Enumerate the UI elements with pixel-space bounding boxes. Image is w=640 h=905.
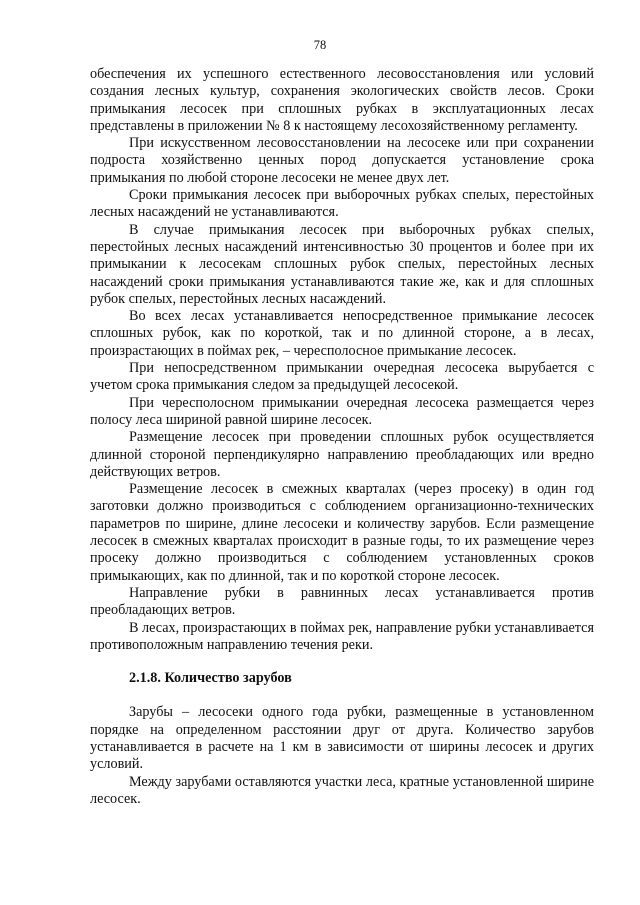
paragraph: Сроки примыкания лесосек при выборочных рубках спелых, перестойных лесных насаждений не устанавливаются.	[90, 187, 594, 221]
section-heading: 2.1.8. Количество зарубов	[129, 670, 292, 687]
paragraph: В случае примыкания лесосек при выборочных рубках спелых, перестойных лесных насаждений интенсивностью 30 процентов и более при их примыкании к лесосекам сплошных рубок спелых, перестойных лесных насаждений сроки примыкания устанавливаются такие же, как и для сплошных рубок спелых, перестойных лесных насаждений.	[90, 221, 594, 307]
paragraph: Размещение лесосек в смежных кварталах (через просеку) в один год заготовки должно производиться с соблюдением организационно-технических параметров по ширине, длине лесосеки и количеству зарубов. Если размещение лесосек в смежных кварталах происходит в разные годы, то их размещение через просеку должно производиться с соблюдением установленных сроков примыкающих, как по длинной, так и по короткой стороне лесосек.	[90, 481, 594, 584]
paragraph: обеспечения их успешного естественного лесовосстановления или условий создания лесных культур, сохранения экологических свойств лесов. Сроки примыкания лесосек при сплошных рубках в эксплуатационных лесах представлены в приложении № 8 к настоящему лесохозяйственному регламенту.	[90, 66, 594, 134]
paragraph: Направление рубки в равнинных лесах устанавливается против преобладающих ветров.	[90, 584, 594, 619]
page-number: 78	[313, 38, 327, 52]
paragraph: В лесах, произрастающих в поймах рек, направление рубки устанавливается противоположным направлению течения реки.	[90, 619, 594, 653]
paragraph: При искусственном лесовосстановлении на лесосеке или при сохранении подроста хозяйственно ценных пород допускается установление срока примыкания по любой стороне лесосеки не менее двух лет.	[90, 135, 594, 186]
paragraph: При непосредственном примыкании очередная лесосека вырубается с учетом срока примыкания следом за предыдущей лесосекой.	[90, 360, 594, 394]
paragraph: При чересполосном примыкании очередная лесосека размещается через полосу леса шириной равной ширине лесосек.	[90, 394, 594, 428]
paragraph: Размещение лесосек при проведении сплошных рубок осуществляется длинной стороной перпендикулярно направлению преобладающих или вредно действующих ветров.	[90, 429, 594, 480]
paragraph: Во всех лесах устанавливается непосредственное примыкание лесосек сплошных рубок, как по короткой, так и по длинной стороне, а в лесах, произрастающих в поймах рек, – чересполосное примыкание лесосек.	[90, 308, 594, 359]
paragraph: Зарубы – лесосеки одного года рубки, размещенные в установленном порядке на определенном расстоянии друг от друга. Количество зарубов устанавливается в расчете на 1 км в зависимости от ширины лесосек и других условий.	[90, 704, 594, 773]
paragraph: Между зарубами оставляются участки леса, кратные установленной ширине лесосек.	[90, 773, 594, 807]
page-body	[90, 66, 594, 808]
